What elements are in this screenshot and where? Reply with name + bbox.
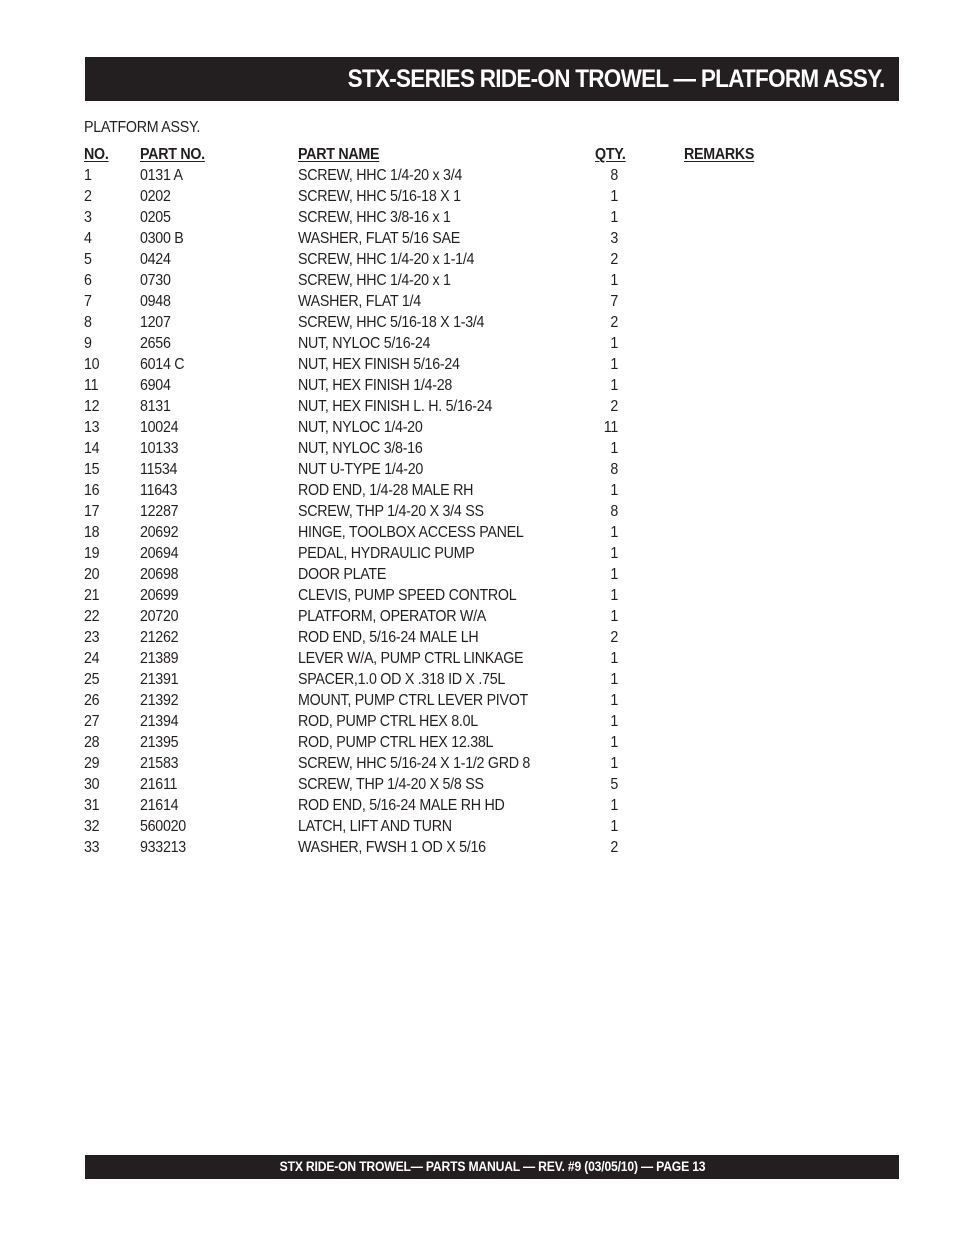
cell-qty: 8 bbox=[610, 461, 618, 478]
cell-no: 33 bbox=[84, 839, 100, 856]
cell-qty: 7 bbox=[610, 293, 618, 310]
cell-no: 14 bbox=[84, 440, 100, 457]
cell-part-name: SCREW, THP 1/4-20 X 5/8 SS bbox=[298, 776, 484, 793]
table-row bbox=[84, 459, 804, 480]
cell-part-no: 21392 bbox=[140, 692, 179, 709]
table-row bbox=[84, 690, 804, 711]
cell-qty: 1 bbox=[610, 608, 618, 625]
cell-qty: 1 bbox=[610, 188, 618, 205]
cell-part-no: 21611 bbox=[140, 776, 178, 793]
cell-no: 31 bbox=[84, 797, 100, 814]
cell-part-no: 10024 bbox=[140, 419, 179, 436]
cell-qty: 11 bbox=[603, 419, 618, 436]
table-row bbox=[84, 396, 804, 417]
cell-part-name: ROD END, 5/16-24 MALE LH bbox=[298, 629, 479, 646]
cell-part-no: 20699 bbox=[140, 587, 179, 604]
table-row bbox=[84, 186, 804, 207]
table-row bbox=[84, 501, 804, 522]
table-row bbox=[84, 732, 804, 753]
cell-qty: 2 bbox=[610, 629, 618, 646]
cell-qty: 1 bbox=[610, 524, 618, 541]
cell-part-no: 933213 bbox=[140, 839, 186, 856]
cell-part-name: SCREW, HHC 5/16-18 X 1 bbox=[298, 188, 461, 205]
table-row bbox=[84, 228, 804, 249]
column-header-no: NO. bbox=[84, 146, 109, 163]
cell-qty: 1 bbox=[610, 272, 618, 289]
cell-qty: 1 bbox=[610, 335, 618, 352]
cell-no: 13 bbox=[84, 419, 100, 436]
column-header-qty: QTY. bbox=[595, 146, 626, 163]
cell-part-name: SCREW, THP 1/4-20 X 3/4 SS bbox=[298, 503, 484, 520]
cell-qty: 1 bbox=[610, 545, 618, 562]
page-title: STX-SERIES RIDE-ON TROWEL — PLATFORM ASSY. bbox=[348, 65, 885, 93]
section-label: PLATFORM ASSY. bbox=[84, 119, 201, 136]
table-row bbox=[84, 480, 804, 501]
cell-no: 32 bbox=[84, 818, 100, 835]
cell-no: 23 bbox=[84, 629, 100, 646]
cell-part-name: HINGE, TOOLBOX ACCESS PANEL bbox=[298, 524, 524, 541]
cell-no: 2 bbox=[84, 188, 92, 205]
cell-part-no: 11643 bbox=[140, 482, 178, 499]
cell-qty: 2 bbox=[610, 398, 618, 415]
cell-no: 18 bbox=[84, 524, 100, 541]
cell-part-no: 10133 bbox=[140, 440, 179, 457]
cell-qty: 1 bbox=[610, 482, 618, 499]
cell-qty: 1 bbox=[610, 818, 618, 835]
cell-part-no: 21262 bbox=[140, 629, 179, 646]
cell-no: 24 bbox=[84, 650, 100, 667]
cell-qty: 3 bbox=[610, 230, 618, 247]
cell-part-name: ROD, PUMP CTRL HEX 8.0L bbox=[298, 713, 478, 730]
cell-part-no: 0131 A bbox=[140, 167, 183, 184]
cell-qty: 1 bbox=[610, 671, 618, 688]
table-row bbox=[84, 606, 804, 627]
page-footer bbox=[85, 1155, 899, 1179]
parts-table bbox=[84, 145, 804, 858]
cell-qty: 1 bbox=[610, 692, 618, 709]
cell-part-no: 6904 bbox=[140, 377, 171, 394]
cell-qty: 2 bbox=[610, 251, 618, 268]
cell-part-name: SCREW, HHC 3/8-16 x 1 bbox=[298, 209, 451, 226]
cell-qty: 1 bbox=[610, 587, 618, 604]
cell-qty: 8 bbox=[610, 503, 618, 520]
cell-part-name: WASHER, FLAT 1/4 bbox=[298, 293, 421, 310]
table-row bbox=[84, 438, 804, 459]
cell-qty: 1 bbox=[610, 734, 618, 751]
cell-part-name: NUT, NYLOC 3/8-16 bbox=[298, 440, 423, 457]
cell-part-name: PLATFORM, OPERATOR W/A bbox=[298, 608, 487, 625]
cell-no: 1 bbox=[84, 167, 92, 184]
cell-qty: 1 bbox=[610, 566, 618, 583]
cell-no: 9 bbox=[84, 335, 92, 352]
cell-part-no: 20720 bbox=[140, 608, 179, 625]
cell-qty: 1 bbox=[610, 209, 618, 226]
cell-part-name: DOOR PLATE bbox=[298, 566, 387, 583]
table-row bbox=[84, 354, 804, 375]
table-row bbox=[84, 753, 804, 774]
cell-qty: 1 bbox=[610, 377, 618, 394]
table-row bbox=[84, 249, 804, 270]
cell-no: 30 bbox=[84, 776, 100, 793]
table-row bbox=[84, 270, 804, 291]
cell-part-no: 21394 bbox=[140, 713, 179, 730]
table-header-row bbox=[84, 145, 804, 165]
cell-part-no: 0300 B bbox=[140, 230, 184, 247]
cell-part-no: 21583 bbox=[140, 755, 179, 772]
cell-part-no: 21389 bbox=[140, 650, 179, 667]
cell-qty: 1 bbox=[610, 797, 618, 814]
table-row bbox=[84, 669, 804, 690]
cell-no: 22 bbox=[84, 608, 100, 625]
cell-part-name: WASHER, FWSH 1 OD X 5/16 bbox=[298, 839, 486, 856]
footer-text: STX RIDE-ON TROWEL— PARTS MANUAL — REV. #9 (03/05/10) — PAGE 13 bbox=[279, 1159, 705, 1174]
cell-part-no: 8131 bbox=[140, 398, 171, 415]
cell-part-name: NUT, NYLOC 1/4-20 bbox=[298, 419, 423, 436]
table-row bbox=[84, 165, 804, 186]
cell-no: 5 bbox=[84, 251, 92, 268]
cell-part-no: 1207 bbox=[140, 314, 171, 331]
cell-no: 11 bbox=[84, 377, 99, 394]
table-row bbox=[84, 774, 804, 795]
table-body bbox=[84, 165, 804, 858]
cell-no: 15 bbox=[84, 461, 100, 478]
cell-part-name: NUT, HEX FINISH 1/4-28 bbox=[298, 377, 452, 394]
cell-part-name: CLEVIS, PUMP SPEED CONTROL bbox=[298, 587, 517, 604]
table-row bbox=[84, 291, 804, 312]
cell-part-name: SCREW, HHC 1/4-20 x 1 bbox=[298, 272, 451, 289]
table-row bbox=[84, 711, 804, 732]
cell-no: 7 bbox=[84, 293, 92, 310]
cell-part-no: 6014 C bbox=[140, 356, 185, 373]
cell-qty: 1 bbox=[610, 440, 618, 457]
cell-no: 6 bbox=[84, 272, 92, 289]
table-row bbox=[84, 795, 804, 816]
cell-part-no: 0202 bbox=[140, 188, 171, 205]
cell-qty: 2 bbox=[610, 839, 618, 856]
table-row bbox=[84, 417, 804, 438]
table-row bbox=[84, 543, 804, 564]
cell-qty: 1 bbox=[610, 356, 618, 373]
table-row bbox=[84, 627, 804, 648]
table-row bbox=[84, 816, 804, 837]
cell-part-name: NUT, HEX FINISH L. H. 5/16-24 bbox=[298, 398, 493, 415]
cell-part-name: MOUNT, PUMP CTRL LEVER PIVOT bbox=[298, 692, 528, 709]
cell-part-name: SPACER,1.0 OD X .318 ID X .75L bbox=[298, 671, 506, 688]
cell-part-name: NUT, NYLOC 5/16-24 bbox=[298, 335, 431, 352]
cell-no: 4 bbox=[84, 230, 92, 247]
cell-part-name: ROD, PUMP CTRL HEX 12.38L bbox=[298, 734, 494, 751]
cell-no: 26 bbox=[84, 692, 100, 709]
cell-part-no: 0205 bbox=[140, 209, 171, 226]
cell-qty: 1 bbox=[610, 650, 618, 667]
cell-part-name: SCREW, HHC 5/16-24 X 1-1/2 GRD 8 bbox=[298, 755, 531, 772]
table-row bbox=[84, 522, 804, 543]
page-header bbox=[85, 57, 899, 101]
cell-part-name: PEDAL, HYDRAULIC PUMP bbox=[298, 545, 475, 562]
cell-part-name: NUT, HEX FINISH 5/16-24 bbox=[298, 356, 460, 373]
table-row bbox=[84, 585, 804, 606]
table-row bbox=[84, 648, 804, 669]
cell-qty: 5 bbox=[610, 776, 618, 793]
cell-qty: 1 bbox=[610, 755, 618, 772]
cell-no: 12 bbox=[84, 398, 100, 415]
table-row bbox=[84, 564, 804, 585]
cell-no: 10 bbox=[84, 356, 100, 373]
cell-no: 28 bbox=[84, 734, 100, 751]
cell-part-no: 11534 bbox=[140, 461, 178, 478]
cell-part-name: NUT U-TYPE 1/4-20 bbox=[298, 461, 424, 478]
table-row bbox=[84, 312, 804, 333]
cell-no: 8 bbox=[84, 314, 92, 331]
cell-part-no: 0730 bbox=[140, 272, 171, 289]
cell-part-no: 21614 bbox=[140, 797, 179, 814]
cell-part-no: 12287 bbox=[140, 503, 179, 520]
cell-part-no: 560020 bbox=[140, 818, 186, 835]
cell-no: 27 bbox=[84, 713, 100, 730]
cell-no: 3 bbox=[84, 209, 92, 226]
cell-part-name: SCREW, HHC 1/4-20 x 3/4 bbox=[298, 167, 463, 184]
cell-part-name: ROD END, 5/16-24 MALE RH HD bbox=[298, 797, 505, 814]
table-row bbox=[84, 333, 804, 354]
table-row bbox=[84, 375, 804, 396]
cell-part-no: 20698 bbox=[140, 566, 179, 583]
cell-part-name: ROD END, 1/4-28 MALE RH bbox=[298, 482, 474, 499]
cell-no: 29 bbox=[84, 755, 100, 772]
cell-no: 20 bbox=[84, 566, 100, 583]
cell-no: 17 bbox=[84, 503, 100, 520]
cell-part-no: 0424 bbox=[140, 251, 171, 268]
cell-qty: 8 bbox=[610, 167, 618, 184]
cell-no: 25 bbox=[84, 671, 100, 688]
cell-part-no: 2656 bbox=[140, 335, 171, 352]
cell-part-no: 20692 bbox=[140, 524, 179, 541]
cell-part-name: SCREW, HHC 1/4-20 x 1-1/4 bbox=[298, 251, 475, 268]
cell-qty: 1 bbox=[610, 713, 618, 730]
cell-no: 21 bbox=[84, 587, 100, 604]
table-row bbox=[84, 837, 804, 858]
table-row bbox=[84, 207, 804, 228]
cell-part-name: SCREW, HHC 5/16-18 X 1-3/4 bbox=[298, 314, 485, 331]
column-header-remarks: REMARKS bbox=[684, 146, 755, 163]
cell-no: 16 bbox=[84, 482, 100, 499]
cell-no: 19 bbox=[84, 545, 100, 562]
cell-part-name: LATCH, LIFT AND TURN bbox=[298, 818, 452, 835]
column-header-part-no: PART NO. bbox=[140, 146, 205, 163]
cell-qty: 2 bbox=[610, 314, 618, 331]
cell-part-no: 21391 bbox=[140, 671, 179, 688]
cell-part-no: 20694 bbox=[140, 545, 179, 562]
cell-part-name: LEVER W/A, PUMP CTRL LINKAGE bbox=[298, 650, 524, 667]
cell-part-no: 0948 bbox=[140, 293, 171, 310]
cell-part-no: 21395 bbox=[140, 734, 179, 751]
cell-part-name: WASHER, FLAT 5/16 SAE bbox=[298, 230, 460, 247]
column-header-part-name: PART NAME bbox=[298, 146, 380, 163]
